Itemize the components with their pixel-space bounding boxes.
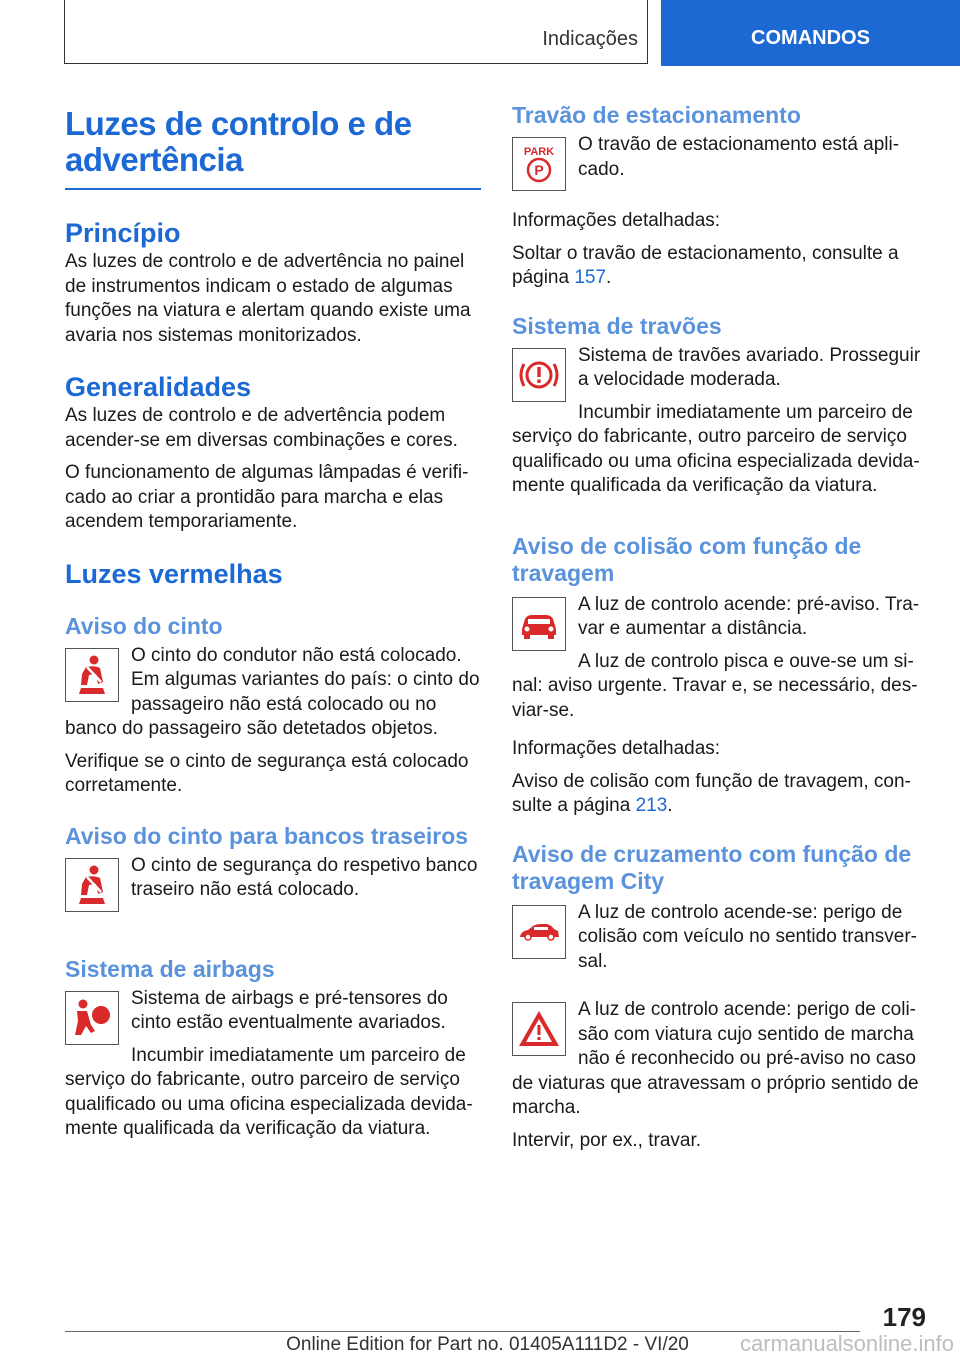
watermark: carmanualsonline.info — [739, 1331, 954, 1356]
airbags-heading: Sistema de airbags — [65, 955, 275, 982]
page-link-157[interactable]: 157 — [574, 267, 607, 288]
right-column — [512, 102, 926, 1153]
header-chapter-tab[interactable] — [661, 0, 960, 66]
airbags-text-2: Incumbir imediatamente um parceiro de serviço do fabricante, outro parceiro de serviço qualificado ou uma oficina especializada devida-mente qualificada da verificação da viatura. — [65, 1044, 473, 1139]
collision-warning-icon — [512, 597, 566, 651]
travao-entry — [512, 133, 926, 195]
header-section: Indicações — [542, 28, 638, 50]
cruzamento-text-3: Intervir, por ex., travar. — [512, 1129, 702, 1151]
airbags-text-1: Sistema de airbags e pré-tensores do cinto estão eventualmente avariados. — [131, 987, 448, 1033]
airbag-warning-icon — [65, 991, 119, 1045]
generalidades-text-1: As luzes de controlo e de advertência podem acender-se em diversas combinações e cores. — [65, 405, 458, 451]
luzes-vermelhas-heading: Luzes vermelhas — [65, 558, 283, 589]
principio-heading: Princípio — [65, 218, 181, 248]
aviso-cinto-traseiro-heading: Aviso do cinto para bancos traseiros — [65, 822, 469, 849]
header-chapter-label: COMANDOS — [751, 26, 870, 49]
generalidades-heading: Generalidades — [65, 372, 252, 402]
principio-text: As luzes de controlo e de advertência no painel de instrumentos indicam o estado de algumas funções na viatura e alertam quando existe uma avaria nos sistemas monitorizados. — [65, 251, 471, 346]
cruzamento-entry-1 — [512, 901, 926, 975]
travao-heading: Travão de estacionamento — [512, 102, 801, 128]
colisao-text-3: Informações detalhadas: — [512, 738, 721, 759]
travoes-text-2: Incumbir imediatamente um parceiro de serviço do fabricante, outro parceiro de serviço qualificado ou uma oficina especializada devida-mente qualificada da verificação da viatura. — [512, 401, 920, 496]
travoes-text-1: Sistema de travões avariado. Prosseguir a velocidade moderada. — [578, 344, 921, 390]
aviso-cinto-traseiro-text: O cinto de segurança do respetivo banco traseiro não está colocado. — [131, 854, 478, 900]
cruzamento-entry-2 — [512, 998, 926, 1121]
cruzamento-text-1: A luz de controlo acende-se: perigo de colisão com veículo no sentido transver-sal. — [578, 901, 917, 972]
colisao-text-1: A luz de controlo acende: pré-aviso. Tra-var e aumentar a distância. — [578, 593, 920, 639]
travao-text-3: Soltar o travão de estacionamento, consulte a página 157. — [512, 242, 899, 288]
cruzamento-heading: Aviso de cruzamento com função de travagem City — [512, 840, 912, 894]
page-number: 179 — [882, 1302, 926, 1332]
colisao-text-4: Aviso de colisão com função de travagem, con-sulte a página 213. — [512, 770, 911, 816]
travao-text-2: Informações detalhadas: — [512, 210, 721, 231]
left-column — [65, 100, 481, 1142]
airbags-entry — [65, 987, 481, 1142]
footer-edition: Online Edition for Part no. 01405A111D2 - VI/20 — [286, 1334, 689, 1355]
aviso-cinto-entry — [65, 644, 481, 742]
page-title: Luzes de controlo e de advertência — [65, 100, 481, 190]
cruzamento-text-2: A luz de controlo acende: perigo de coli-são com viatura cujo sentido de marcha não é reconhecido ou pré-aviso no caso de viaturas que atravessam o próprio sentido de marcha. — [512, 999, 919, 1118]
park-icon-text: PARK — [523, 146, 555, 158]
travao-text-1: O travão de estacionamento está apli-cado. — [578, 134, 900, 180]
aviso-cinto-traseiro-entry — [65, 854, 481, 916]
warning-triangle-icon — [512, 1002, 566, 1056]
travoes-entry — [512, 344, 926, 499]
colisao-entry — [512, 593, 926, 724]
brake-system-warning-icon — [512, 348, 566, 402]
rear-seatbelt-warning-icon — [65, 858, 119, 912]
aviso-cinto-heading: Aviso do cinto — [65, 612, 223, 639]
travoes-heading: Sistema de travões — [512, 312, 722, 339]
aviso-cinto-text-1: O cinto do condutor não está colocado. Em algumas variantes do país: o cinto do passageiro não está colocado ou no banco do passageiro são detetados objetos. — [65, 644, 480, 739]
crossing-traffic-warning-icon — [512, 905, 566, 959]
generalidades-text-2: O funcionamento de algumas lâmpadas é verifi-cado ao criar a prontidão para marcha e elas acendem temporariamente. — [65, 462, 469, 532]
colisao-heading: Aviso de colisão com função de travagem — [512, 532, 862, 586]
svg-text:P: P — [534, 162, 544, 178]
parking-brake-icon — [512, 137, 566, 191]
aviso-cinto-text-2: Verifique se o cinto de segurança está colocado corretamente. — [65, 750, 469, 796]
seatbelt-warning-icon — [65, 648, 119, 702]
page-link-213[interactable]: 213 — [635, 795, 668, 816]
colisao-text-2: A luz de controlo pisca e ouve-se um si-nal: aviso urgente. Travar e, se necessário, des-viar-se. — [512, 650, 918, 721]
